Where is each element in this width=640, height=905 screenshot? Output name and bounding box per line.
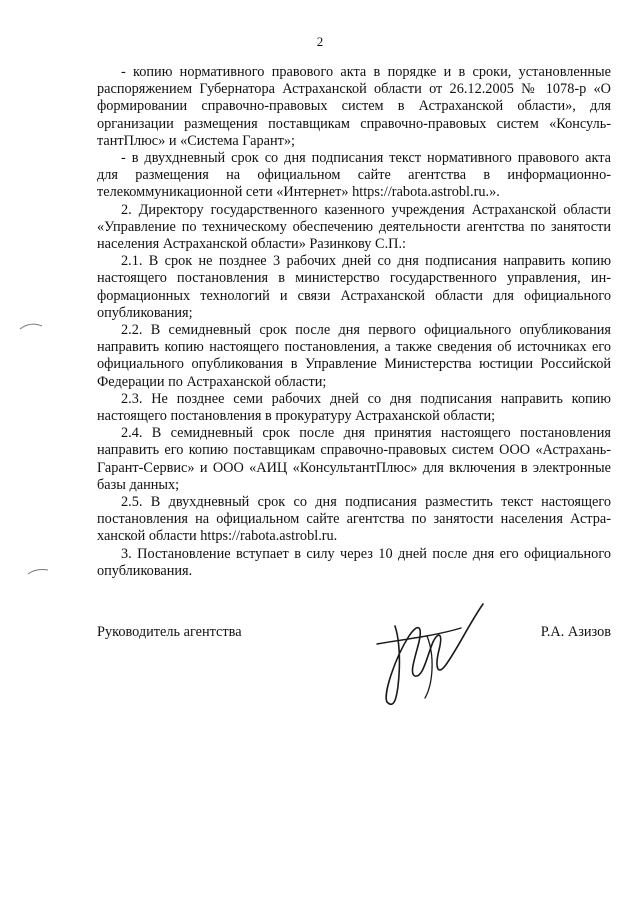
handwritten-signature [365,598,495,713]
signature-block [97,624,611,644]
paragraph-2-1: 2.1. В срок не позднее 3 рабочих дней со дня подписания направить копию настоящего постановления в министерство государственного управления, информационных технологий и связи Астраханской области для официального опубликования; [97,253,611,321]
signatory-title: Руководитель агентства [97,624,242,640]
margin-mark-bottom [26,566,50,576]
paragraph-2-3: 2.3. Не позднее семи рабочих дней со дня подписания направить копию настоящего постановления в прокуратуру Астраханской области; [97,390,611,425]
paragraph-2-2: 2.2. В семидневный срок после дня первого официального опубликования направить копию настоящего постановления, а также сведения об источниках его официального опубликования в Управление Министерства юстиции Российской Федерации по Астраханской области; [97,322,611,390]
margin-mark-top [18,320,44,332]
paragraph-2-5: 2.5. В двухдневный срок со дня подписания разместить текст настоящего постановления на официальном сайте агентства по занятости населения Астраханской области https://rabota.astrobl.ru. [97,494,611,545]
paragraph-2-4: 2.4. В семидневный срок после дня принятия настоящего постановления направить его копию поставщикам справочно-правовых систем ООО «Астрахань-Гарант-Сервис» и ООО «АИЦ «КонсультантПлюс» для включения в электронные базы данных; [97,425,611,493]
document-body [97,64,611,580]
signatory-name: Р.А. Азизов [540,624,611,640]
paragraph-3-effective-date: 3. Постановление вступает в силу через 10 дней после дня его официального опубликования. [97,545,611,579]
paragraph-publish-on-site: - в двухдневный срок со дня подписания текст нормативного правового акта для размещения на официальном сайте агентства в информационно-телекоммуникационной сети «Интернет» https://rabota.astrobl.ru.». [97,150,611,201]
paragraph-director-instruction: 2. Директору государственного казенного учреждения Астраханской области «Управление по техническому обеспечению деятельности агентства по занятости населения Астраханской области» Разинкову С.П.: [97,201,611,253]
paragraph-copy-to-legal-systems: - копию нормативного правового акта в порядке и в сроки, установленные распоряжением Губернатора Астраханской области от 26.12.2005 № 1078-р «О формировании справочно-правовых систем в Астраханской области», для организации размещения поставщикам справочно-правовых систем «КонсультантПлюс» и «Система Гарант»; [97,64,611,149]
page-number: 2 [316,34,324,49]
